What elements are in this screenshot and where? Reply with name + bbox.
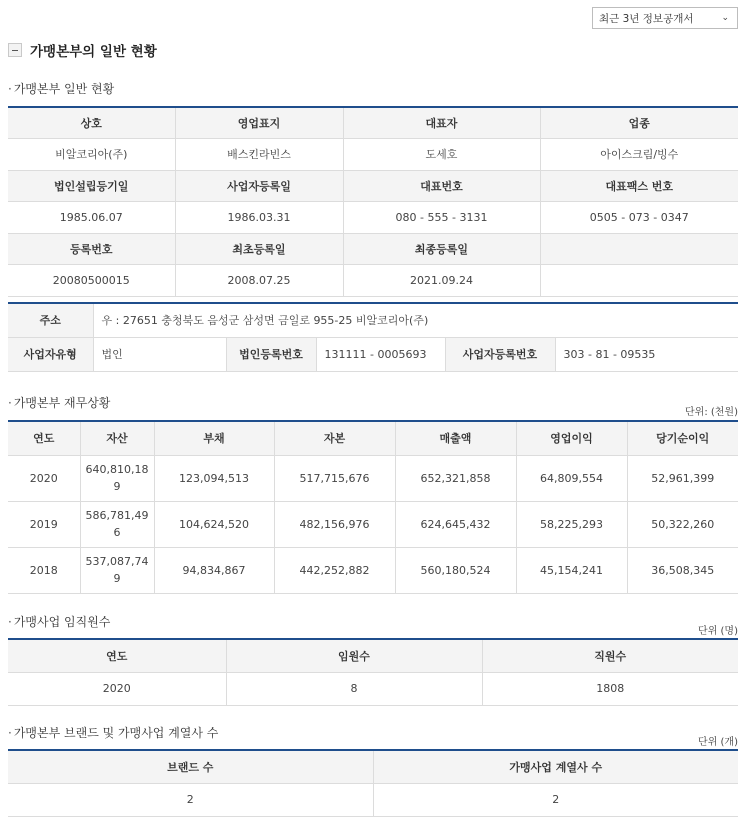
net-income-cell: 36,508,345 bbox=[627, 547, 738, 593]
year-cell: 2018 bbox=[8, 547, 80, 593]
first-registration-date: 2008.07.25 bbox=[175, 264, 343, 296]
section-title-general: · 가맹본부 일반 현황 bbox=[8, 82, 115, 96]
section-header-general bbox=[8, 40, 157, 60]
address-table bbox=[8, 302, 738, 372]
net-income-cell: 52,961,399 bbox=[627, 455, 738, 501]
revenue-cell: 624,645,432 bbox=[395, 501, 516, 547]
chevron-down-icon: ⌄ bbox=[721, 13, 729, 23]
company-name: 비알코리아(주) bbox=[8, 138, 175, 170]
header-cell: 업종 bbox=[540, 107, 738, 138]
section-title-brand: · 가맹본부 브랜드 및 가맹사업 계열사 수 bbox=[8, 726, 219, 740]
employees-cell: 1808 bbox=[482, 672, 738, 705]
page-title: 가맹본부의 일반 현황 bbox=[30, 44, 157, 60]
table-row bbox=[8, 501, 738, 547]
table-row bbox=[8, 455, 738, 501]
header-cell: 자본 bbox=[274, 421, 395, 455]
header-cell-empty bbox=[540, 233, 738, 264]
ceo-name: 도세호 bbox=[343, 138, 540, 170]
header-cell: 부채 bbox=[154, 421, 274, 455]
header-cell: 대표팩스 번호 bbox=[540, 170, 738, 201]
finance-unit: 단위: (천원) bbox=[685, 407, 738, 418]
brand-count-cell: 2 bbox=[8, 783, 373, 816]
address-label: 주소 bbox=[8, 303, 93, 337]
bullet-icon: · bbox=[8, 615, 12, 629]
revenue-cell: 652,321,858 bbox=[395, 455, 516, 501]
header-cell: 가맹사업 계열사 수 bbox=[373, 750, 738, 783]
business-registration-date: 1986.03.31 bbox=[175, 201, 343, 233]
brand-unit: 단위 (개) bbox=[698, 737, 738, 748]
bullet-icon: · bbox=[8, 726, 12, 740]
operating-income-cell: 45,154,241 bbox=[516, 547, 627, 593]
address-value: 우 : 27651 충청북도 음성군 삼성면 금일로 955-25 비알코리아(주) bbox=[93, 303, 738, 337]
main-phone: 080 - 555 - 3131 bbox=[343, 201, 540, 233]
header-cell: 등록번호 bbox=[8, 233, 175, 264]
header-cell: 영업표지 bbox=[175, 107, 343, 138]
header-cell: 자산 bbox=[80, 421, 154, 455]
report-year-select[interactable] bbox=[592, 7, 738, 29]
revenue-cell: 560,180,524 bbox=[395, 547, 516, 593]
liabilities-cell: 94,834,867 bbox=[154, 547, 274, 593]
equity-cell: 442,252,882 bbox=[274, 547, 395, 593]
staff-table bbox=[8, 638, 738, 706]
header-cell: 최초등록일 bbox=[175, 233, 343, 264]
last-registration-date: 2021.09.24 bbox=[343, 264, 540, 296]
corporate-number-value: 131111 - 0005693 bbox=[316, 337, 445, 371]
header-cell: 법인설립등기일 bbox=[8, 170, 175, 201]
equity-cell: 482,156,976 bbox=[274, 501, 395, 547]
collapse-minus-icon[interactable] bbox=[8, 43, 22, 57]
bullet-icon: · bbox=[8, 82, 12, 96]
finance-table bbox=[8, 420, 738, 594]
incorporation-date: 1985.06.07 bbox=[8, 201, 175, 233]
assets-cell: 640,810,18 9 bbox=[80, 455, 154, 501]
year-cell: 2019 bbox=[8, 501, 80, 547]
bullet-icon: · bbox=[8, 396, 12, 410]
brand-mark: 배스킨라빈스 bbox=[175, 138, 343, 170]
general-info-table bbox=[8, 106, 738, 297]
section-title-staff: · 가맹사업 임직원수 bbox=[8, 615, 111, 629]
operating-income-cell: 58,225,293 bbox=[516, 501, 627, 547]
year-cell: 2020 bbox=[8, 455, 80, 501]
equity-cell: 517,715,676 bbox=[274, 455, 395, 501]
year-cell: 2020 bbox=[8, 672, 226, 705]
assets-cell: 537,087,74 9 bbox=[80, 547, 154, 593]
staff-unit: 단위 (명) bbox=[698, 626, 738, 637]
business-type-value: 법인 bbox=[93, 337, 226, 371]
operating-income-cell: 64,809,554 bbox=[516, 455, 627, 501]
registration-number: 20080500015 bbox=[8, 264, 175, 296]
business-number-value: 303 - 81 - 09535 bbox=[555, 337, 738, 371]
section-title-finance: · 가맹본부 재무상황 bbox=[8, 396, 111, 410]
header-cell: 임원수 bbox=[226, 639, 482, 672]
main-fax: 0505 - 073 - 0347 bbox=[540, 201, 738, 233]
header-cell: 직원수 bbox=[482, 639, 738, 672]
business-number-label: 사업자등록번호 bbox=[445, 337, 555, 371]
header-cell: 상호 bbox=[8, 107, 175, 138]
business-type-label: 사업자유형 bbox=[8, 337, 93, 371]
executives-cell: 8 bbox=[226, 672, 482, 705]
table-row bbox=[8, 547, 738, 593]
header-cell: 사업자등록일 bbox=[175, 170, 343, 201]
table-row bbox=[8, 672, 738, 705]
net-income-cell: 50,322,260 bbox=[627, 501, 738, 547]
report-year-select-value: 최근 3년 정보공개서 bbox=[599, 12, 694, 25]
header-cell: 대표자 bbox=[343, 107, 540, 138]
header-cell: 영업이익 bbox=[516, 421, 627, 455]
assets-cell: 586,781,49 6 bbox=[80, 501, 154, 547]
liabilities-cell: 123,094,513 bbox=[154, 455, 274, 501]
brand-table bbox=[8, 749, 738, 817]
header-cell: 브랜드 수 bbox=[8, 750, 373, 783]
affiliate-count-cell: 2 bbox=[373, 783, 738, 816]
header-cell: 최종등록일 bbox=[343, 233, 540, 264]
header-cell: 대표번호 bbox=[343, 170, 540, 201]
liabilities-cell: 104,624,520 bbox=[154, 501, 274, 547]
header-cell: 연도 bbox=[8, 639, 226, 672]
header-cell: 당기순이익 bbox=[627, 421, 738, 455]
business-category: 아이스크림/빙수 bbox=[540, 138, 738, 170]
header-cell: 연도 bbox=[8, 421, 80, 455]
table-row bbox=[8, 783, 738, 816]
empty-cell bbox=[540, 264, 738, 296]
header-cell: 매출액 bbox=[395, 421, 516, 455]
corporate-number-label: 법인등록번호 bbox=[226, 337, 316, 371]
